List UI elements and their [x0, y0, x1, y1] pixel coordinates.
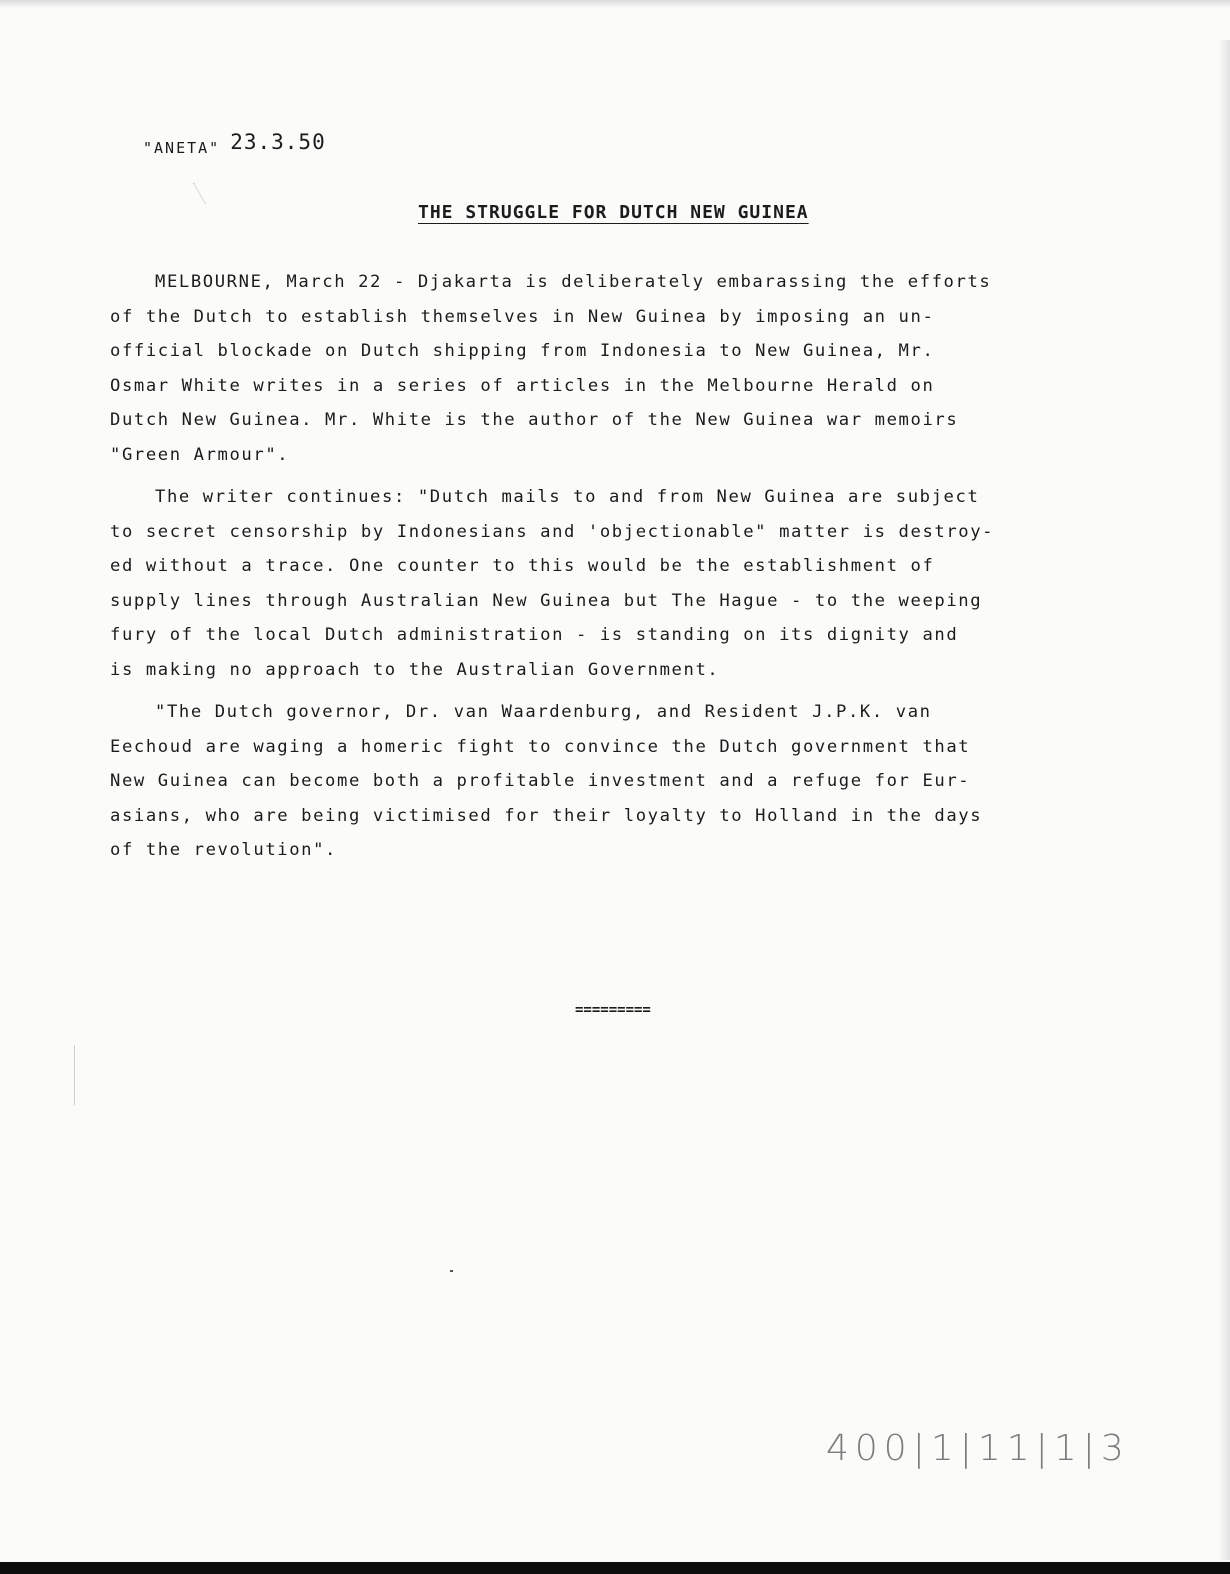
- text-line: fury of the local Dutch administration - is standing on its dignity and: [110, 625, 959, 645]
- handwritten-archive-number: 400|1|11|1|3: [826, 1428, 1130, 1469]
- source-agency: "ANETA": [143, 139, 221, 157]
- text-line: of the revolution".: [110, 840, 338, 860]
- scan-bottom-edge: [0, 1562, 1230, 1574]
- text-line: The writer continues: "Dutch mails to and from New Guinea are subject: [155, 487, 980, 507]
- pencil-mark: [193, 176, 218, 204]
- text-line: "The Dutch governor, Dr. van Waardenburg, and Resident J.P.K. van: [155, 702, 932, 722]
- paragraph-gap: [110, 472, 1120, 480]
- article-body: [110, 265, 1120, 868]
- scan-speck: [450, 1270, 453, 1272]
- text-line: official blockade on Dutch shipping from Indonesia to New Guinea, Mr.: [110, 341, 935, 361]
- text-line: supply lines through Australian New Guinea but The Hague - to the weeping: [110, 590, 983, 611]
- paragraph-2: [110, 480, 1120, 687]
- text-line: is making no approach to the Australian Government.: [110, 659, 720, 680]
- end-separator: =========: [575, 1002, 651, 1018]
- source-date: 23.3.50: [230, 130, 326, 154]
- text-line: New Guinea can become both a profitable investment and a refuge for Eur-: [110, 771, 971, 791]
- source-line: [143, 130, 326, 157]
- scan-top-edge: [0, 0, 1230, 8]
- text-line: to secret censorship by Indonesians and 'objectionable" matter is destroy-: [110, 521, 995, 542]
- text-line: MELBOURNE, March 22 - Djakarta is deliberately embarassing the efforts: [155, 272, 992, 292]
- paragraph-1: [110, 265, 1120, 472]
- text-line: asians, who are being victimised for their loyalty to Holland in the days: [110, 805, 983, 826]
- paragraph-3: [110, 695, 1120, 868]
- scan-right-edge: [1218, 40, 1230, 1560]
- paragraph-gap: [110, 687, 1120, 695]
- text-line: ed without a trace. One counter to this would be the establishment of: [110, 556, 935, 576]
- text-line: of the Dutch to establish themselves in New Guinea by imposing an un-: [110, 306, 935, 327]
- text-line: "Green Armour".: [110, 444, 290, 465]
- text-line: Eechoud are waging a homeric fight to convince the Dutch government that: [110, 736, 971, 757]
- scan-line-artifact: [74, 1045, 75, 1105]
- text-line: Dutch New Guinea. Mr. White is the author of the New Guinea war memoirs: [110, 410, 959, 430]
- text-line: Osmar White writes in a series of articles in the Melbourne Herald on: [110, 375, 935, 396]
- article-title: THE STRUGGLE FOR DUTCH NEW GUINEA: [418, 202, 809, 223]
